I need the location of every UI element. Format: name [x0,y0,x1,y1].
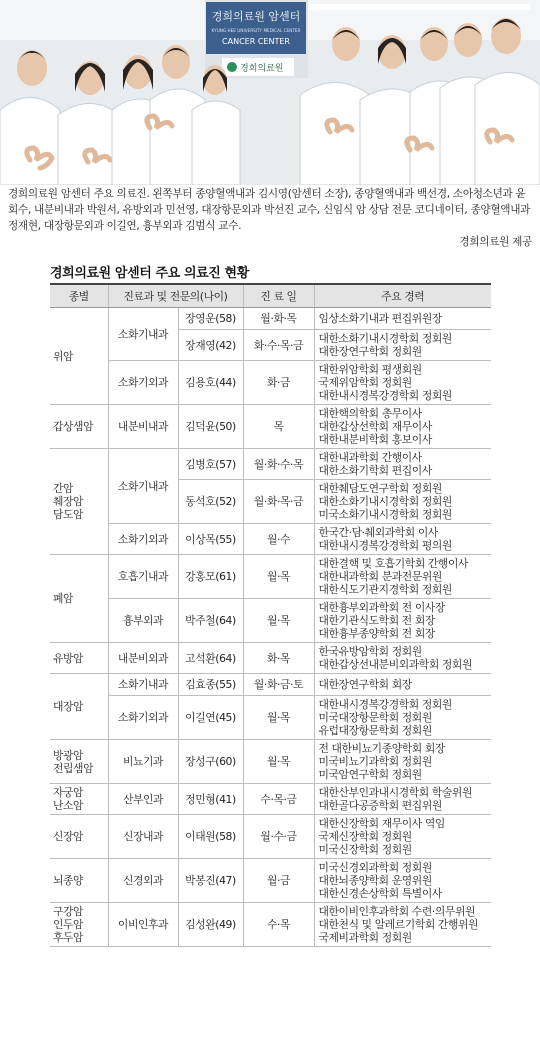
career-cell [314,643,491,674]
department-cell: 이비인후과 [108,903,178,947]
career-line: 미국신장학회 정회원 [318,843,412,856]
career-line: 대한내과학회 분과전문위원 [318,570,442,583]
cancer-type-cell: 간암 췌장암 담도암 [50,449,108,555]
clinic-days-cell: 월·화·금·토 [243,674,314,696]
department-cell: 내분비내과 [108,405,178,449]
clinic-days-cell: 화·금 [243,361,314,405]
career-line: 대한소화기학회 편집이사 [318,464,432,477]
doctor-name-cell: 정민형(41) [178,784,243,815]
career-line: 대한내과학회 간행이사 [318,451,422,464]
department-cell: 신장내과 [108,815,178,859]
table-row [50,784,491,815]
career-cell [314,480,491,524]
clinic-days-cell: 월·목 [243,555,314,599]
career-cell [314,449,491,480]
doctor-name-cell: 강홍모(61) [178,555,243,599]
table-row [50,674,491,696]
doctor-name-cell: 장영운(58) [178,308,243,330]
table-row [50,696,491,740]
career-line: 대한갑상선학회 재무이사 [318,420,432,433]
department-cell: 소화기내과 [108,449,178,524]
table-row [50,859,491,903]
table-row [50,405,491,449]
photo-caption [8,186,532,250]
doctor-name-cell: 김병호(57) [178,449,243,480]
table-row [50,740,491,784]
career-cell [314,815,491,859]
career-cell [314,784,491,815]
doctor-name-cell: 고석환(64) [178,643,243,674]
table-row [50,449,491,480]
table-header-row [50,284,491,308]
career-line: 국제비과학회 정회원 [318,931,412,944]
career-line: 미국신경외과학회 정회원 [318,861,432,874]
career-line: 국제위암학회 정회원 [318,376,412,389]
career-line: 대한갑상선내분비외과학회 정회원 [318,658,472,671]
clinic-days-cell: 월·금 [243,859,314,903]
career-cell [314,330,491,361]
hospital-logo-icon [227,62,237,72]
career-line: 대한뇌종양학회 운영위원 [318,874,432,887]
career-line: 대한기관식도학회 전 회장 [318,614,435,627]
department-cell: 소화기내과 [108,674,178,696]
table-row [50,361,491,405]
table-row [50,815,491,859]
career-cell [314,361,491,405]
career-line: 대한식도기관지경학회 정회원 [318,583,452,596]
doctor-name-cell: 동석호(52) [178,480,243,524]
table-row [50,524,491,555]
career-line: 전 대한비뇨기종양학회 회장 [318,742,445,755]
department-cell: 소화기내과 [108,308,178,361]
clinic-days-cell: 화·수·목·금 [243,330,314,361]
clinic-days-cell: 월·목 [243,740,314,784]
table-row [50,308,491,330]
clinic-days-cell: 목 [243,405,314,449]
career-cell [314,859,491,903]
career-line: 미국암연구학회 정회원 [318,768,422,781]
table-row [50,903,491,947]
table-body [50,308,491,947]
caption-text: 경희의료원 암센터 주요 의료진. 왼쪽부터 종양혈액내과 김시영(암센터 소장), 종양혈액내과 백선경, 소아청소년과 윤회수, 내분비내과 박원서, 유방외과 민선영, 대장항문외과 박선진 교수, 신임식 암 상담 전문 코디네이터, 종양혈액내과 정재현, 대장항문외과 이길연, 흉부외과 김범식 교수. [8,188,531,232]
career-line: 대한췌담도연구학회 정회원 [318,482,442,495]
cancer-type-cell: 자궁암 난소암 [50,784,108,815]
career-line: 대한장연구학회 회장 [318,678,412,691]
career-line: 대한신장학회 재무이사 역임 [318,817,445,830]
career-line: 유럽대장항문학회 정회원 [318,724,432,737]
department-cell: 소화기외과 [108,696,178,740]
department-cell: 비뇨기과 [108,740,178,784]
career-line: 대한소화기내시경학회 정회원 [318,332,452,345]
table-row [50,599,491,643]
career-cell [314,740,491,784]
career-line: 대한소화기내시경학회 정회원 [318,495,452,508]
doctor-name-cell: 박주철(64) [178,599,243,643]
staff-photo-illustration [0,0,540,185]
doctor-name-cell: 김성완(49) [178,903,243,947]
career-cell [314,696,491,740]
career-line: 대한흉부종양학회 전 회장 [318,627,435,640]
career-line: 한국간·담·췌외과학회 이사 [318,526,438,539]
department-cell: 호흡기내과 [108,555,178,599]
career-cell [314,405,491,449]
sign-subtitle: KYUNG HEE UNIVERSITY MEDICAL CENTER [211,28,301,33]
cancer-type-cell: 폐암 [50,555,108,643]
doctor-name-cell: 장성구(60) [178,740,243,784]
career-line: 대한위암학회 평생회원 [318,363,422,376]
career-line: 대한장연구학회 정회원 [318,345,422,358]
cancer-type-cell: 갑상샘암 [50,405,108,449]
doctor-name-cell: 이태원(58) [178,815,243,859]
career-line: 대한핵의학회 총무이사 [318,407,422,420]
career-cell [314,555,491,599]
department-cell: 신경외과 [108,859,178,903]
cancer-type-cell: 신장암 [50,815,108,859]
career-line: 대한내시경복강경학회 정회원 [318,698,452,711]
career-line: 국제신장학회 정회원 [318,830,412,843]
cancer-type-cell: 방광암 전립샘암 [50,740,108,784]
cancer-type-cell: 유방암 [50,643,108,674]
photo-credit: 경희의료원 제공 [459,236,532,248]
doctor-name-cell: 김용호(44) [178,361,243,405]
clinic-days-cell: 월·수·금 [243,815,314,859]
clinic-days-cell: 월·화·수·목 [243,449,314,480]
career-line: 미국소화기내시경학회 정회원 [318,508,452,521]
doctor-name-cell: 이상목(55) [178,524,243,555]
sign-title: 경희의료원 암센터 [211,10,301,23]
clinic-days-cell: 월·목 [243,696,314,740]
clinic-days-cell: 월·수 [243,524,314,555]
career-cell [314,524,491,555]
career-line: 대한골다공증학회 편집위원 [318,799,442,812]
career-line: 대한신경손상학회 특별이사 [318,887,442,900]
header-days: 진 료 일 [243,284,314,308]
career-line: 대한내시경복강경학회 평의원 [318,539,452,552]
doctor-name-cell: 김덕윤(50) [178,405,243,449]
doctor-name-cell: 이길연(45) [178,696,243,740]
career-line: 대한내시경복강경학회 정회원 [318,389,452,402]
career-line: 미국비뇨기과학회 정회원 [318,755,432,768]
cancer-type-cell: 대장암 [50,674,108,740]
doctor-name-cell: 김효종(55) [178,674,243,696]
career-line: 임상소화기내과 편집위원장 [318,312,442,325]
doctor-roster-table [50,283,491,947]
career-cell [314,674,491,696]
clinic-days-cell: 수·목·금 [243,784,314,815]
doctor-name-cell: 장재영(42) [178,330,243,361]
career-line: 대한결핵 및 호흡기학회 간행이사 [318,557,469,570]
career-cell [314,308,491,330]
career-line: 대한천식 및 알레르기학회 간행위원 [318,918,479,931]
department-cell: 내분비외과 [108,643,178,674]
hospital-logo-text: 경희의료원 [240,64,284,74]
career-line: 대한흉부외과학회 전 이사장 [318,601,445,614]
sign-cancer-center: CANCER CENTER [222,37,290,46]
department-cell: 흉부외과 [108,599,178,643]
career-line: 대한내분비학회 홍보이사 [318,433,432,446]
department-cell: 소화기외과 [108,524,178,555]
cancer-type-cell: 위암 [50,308,108,405]
table-row [50,643,491,674]
career-cell [314,903,491,947]
table-row [50,555,491,599]
department-cell: 산부인과 [108,784,178,815]
clinic-days-cell: 수·목 [243,903,314,947]
career-line: 미국대장항문학회 정회원 [318,711,432,724]
clinic-days-cell: 화·목 [243,643,314,674]
cancer-type-cell: 뇌종양 [50,859,108,903]
career-line: 대한산부인과내시경학회 학술위원 [318,786,472,799]
staff-photo [0,0,540,185]
career-cell [314,599,491,643]
department-cell: 소화기외과 [108,361,178,405]
clinic-days-cell: 월·화·목·금 [243,480,314,524]
career-line: 대한이비인후과학회 수련·의무위원 [318,905,476,918]
header-career: 주요 경력 [314,284,491,308]
header-dept-doctor: 진료과 및 전문의(나이) [108,284,243,308]
clinic-days-cell: 월·화·목 [243,308,314,330]
career-line: 한국유방암학회 정회원 [318,645,422,658]
table-title: 경희의료원 암센터 주요 의료진 현황 [50,266,249,281]
doctor-name-cell: 박봉진(47) [178,859,243,903]
cancer-type-cell: 구강암 인두암 후두암 [50,903,108,947]
header-type: 종별 [50,284,108,308]
clinic-days-cell: 월·목 [243,599,314,643]
